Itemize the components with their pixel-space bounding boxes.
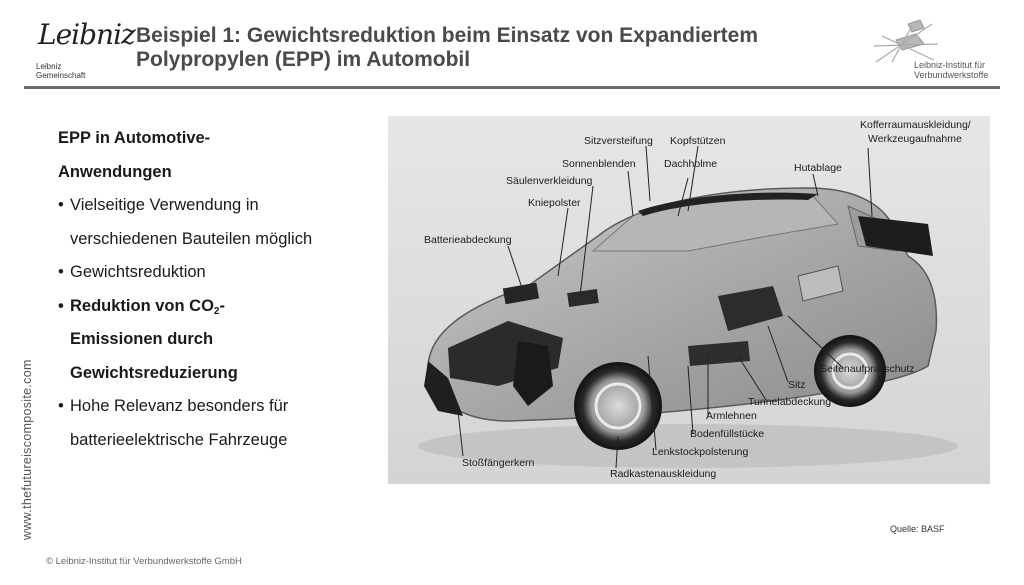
bullet4-line2: batterieelektrische Fahrzeuge <box>70 430 288 449</box>
leibniz-logo-line1: Leibniz <box>36 62 62 71</box>
label-kofferraum-line2: Werkzeugaufnahme <box>868 133 962 145</box>
ivw-logo-line2: Verbundwerkstoffe <box>914 70 989 80</box>
car-illustration-svg <box>388 116 990 484</box>
label-armlehnen: Armlehnen <box>706 410 757 422</box>
bullet1-line2: verschiedenen Bauteilen möglich <box>70 229 313 248</box>
image-source: Quelle: BASF <box>890 524 945 534</box>
bullet3-subscript: 2 <box>213 305 220 317</box>
label-dachholme: Dachholme <box>664 158 718 170</box>
ivw-logo-icon <box>872 16 1012 64</box>
label-seitenaufprallschutz: Seitenaufprallschutz <box>820 363 915 375</box>
leibniz-logo-script: Leibniz <box>38 18 135 51</box>
label-tunnelabdeckung: Tunnelabdeckung <box>748 396 832 408</box>
bullet-item-emphasis <box>58 290 368 391</box>
label-lenkstockpolsterung: Lenkstockpolsterung <box>652 446 749 458</box>
bullet4-line1: • Hohe Relevanz besonders für <box>70 397 289 415</box>
bullet-list <box>58 122 368 457</box>
ivw-logo-line1: Leibniz-Institut für <box>914 60 986 70</box>
bullet-item <box>58 189 368 256</box>
label-sitzversteifung: Sitzversteifung <box>584 135 653 147</box>
bullet-item <box>58 256 368 290</box>
copyright-footer: © Leibniz-Institut für Verbundwerkstoffe GmbH <box>46 556 242 567</box>
list-heading-line1: EPP in Automotive- <box>58 129 211 147</box>
slide-title <box>136 24 856 72</box>
label-sitz: Sitz <box>788 379 806 391</box>
label-kniepolster: Kniepolster <box>528 197 581 209</box>
label-bodenfuellstuecke: Bodenfüllstücke <box>690 428 765 440</box>
bullet-item <box>58 390 368 457</box>
list-heading-line2: Anwendungen <box>58 162 172 181</box>
label-saeulenverkleidung: Säulenverkleidung <box>506 175 593 187</box>
label-sonnenblenden: Sonnenblenden <box>562 158 636 170</box>
label-stossfaengerkern: Stoßfängerkern <box>462 457 535 469</box>
slide-title-line1: Beispiel 1: Gewichtsreduktion beim Einsatz von Expandiertem <box>136 24 758 47</box>
leibniz-logo <box>30 18 135 80</box>
ivw-logo <box>872 16 1012 86</box>
label-radkastenauskleidung: Radkastenauskleidung <box>610 468 717 480</box>
bullet2-text: • Gewichtsreduktion <box>70 263 206 281</box>
header-divider <box>24 86 1000 89</box>
label-batterieabdeckung: Batterieabdeckung <box>424 234 512 246</box>
bullet3-prefix: Reduktion von CO <box>70 296 214 315</box>
label-kofferraum-line1: Kofferraumauskleidung/ <box>860 119 971 131</box>
bullet1-line1: • Vielseitige Verwendung in <box>70 196 259 214</box>
car-epp-illustration <box>388 116 990 484</box>
leibniz-logo-line2: Gemeinschaft <box>36 71 86 80</box>
bullet3-suffix: - <box>219 296 225 315</box>
slide-title-line2: Polypropylen (EPP) im Automobil <box>136 48 471 71</box>
bullet3-line3: Gewichtsreduzierung <box>70 363 238 382</box>
bullet3-line2: Emissionen durch <box>70 330 214 348</box>
side-url: www.thefutureiscomposite.com <box>20 359 34 540</box>
label-kopfstuetzen: Kopfstützen <box>670 135 726 147</box>
bullet3-line1 <box>70 290 368 324</box>
label-hutablage: Hutablage <box>794 162 842 174</box>
